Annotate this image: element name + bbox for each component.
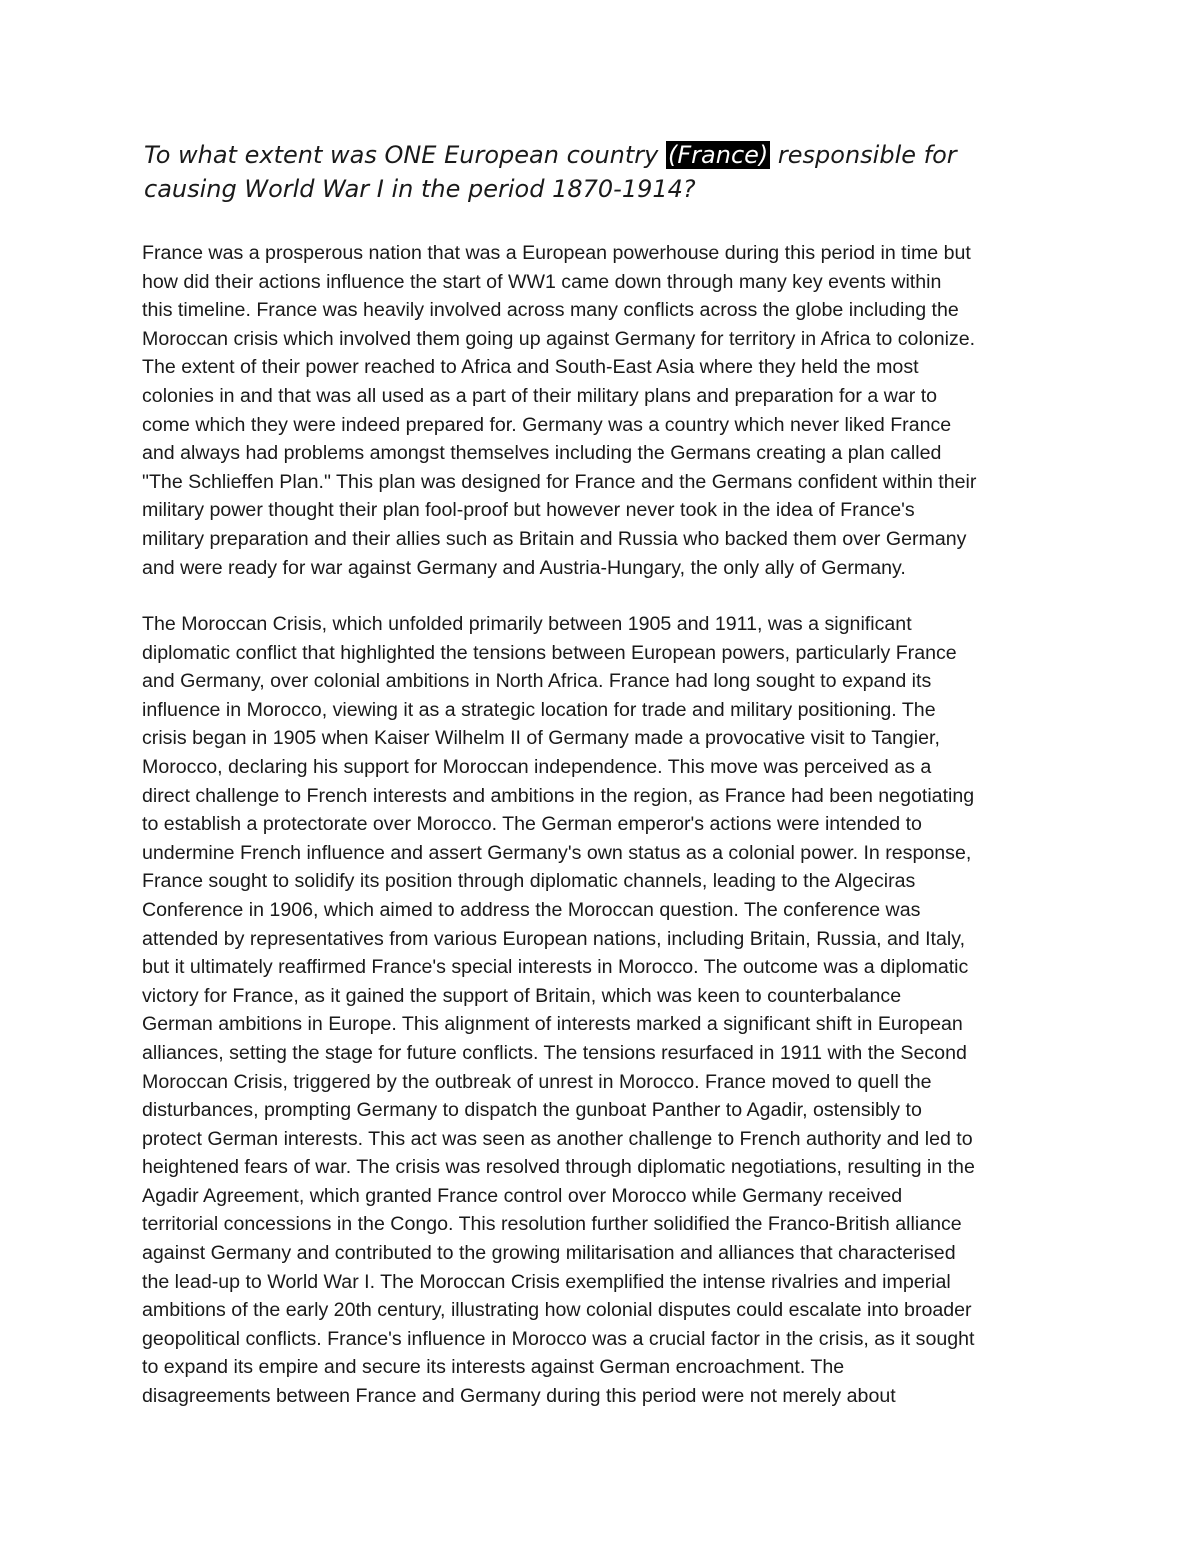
paragraph-line: and Germany, over colonial ambitions in North Africa. France had long sought to expand its — [142, 670, 932, 693]
paragraph-line: disturbances, prompting Germany to dispatch the gunboat Panther to Agadir, ostensibly to — [142, 1099, 922, 1122]
paragraph-line: crisis began in 1905 when Kaiser Wilhelm II of Germany made a provocative visit to Tangier, — [142, 727, 940, 750]
paragraph-moroccan-crisis — [142, 610, 975, 1411]
title-text-before: To what extent was ONE European country — [144, 141, 666, 169]
title-text-after: responsible for — [770, 141, 957, 169]
paragraph-line: how did their actions influence the start of WW1 came down through many key events within — [142, 270, 942, 293]
paragraph-line: against Germany and contributed to the growing militarisation and alliances that characterised — [142, 1242, 956, 1265]
paragraph-line: disagreements between France and Germany during this period were not merely about — [142, 1385, 896, 1408]
paragraph-line: "The Schlieffen Plan." This plan was designed for France and the Germans confident within their — [142, 470, 977, 493]
paragraph-line: colonies in and that was all used as a part of their military plans and preparation for a war to — [142, 384, 938, 407]
paragraph-france-overview — [142, 239, 976, 582]
paragraph-line: France was a prosperous nation that was a European powerhouse during this period in time but — [142, 242, 971, 264]
paragraph-line: Conference in 1906, which aimed to address the Moroccan question. The conference was — [142, 898, 921, 921]
essay-title — [144, 138, 1064, 206]
paragraph-line: and were ready for war against Germany and Austria-Hungary, the only ally of Germany. — [142, 556, 906, 579]
paragraph-line: this timeline. France was heavily involved across many conflicts across the globe including the — [142, 299, 959, 322]
paragraph-line: German ambitions in Europe. This alignment of interests marked a significant shift in European — [142, 1013, 963, 1036]
paragraph-line: to establish a protectorate over Morocco. The German emperor's actions were intended to — [142, 813, 922, 836]
paragraph-line: diplomatic conflict that highlighted the tensions between European powers, particularly France — [142, 641, 957, 664]
paragraph-line: France sought to solidify its position through diplomatic channels, leading to the Algeciras — [142, 870, 916, 893]
paragraph-line: geopolitical conflicts. France's influence in Morocco was a crucial factor in the crisis, as it sought — [142, 1327, 975, 1350]
paragraph-line: The extent of their power reached to Africa and South-East Asia where they held the most — [142, 356, 919, 379]
paragraph-line: military preparation and their allies such as Britain and Russia who backed them over Germany — [142, 527, 967, 550]
title-text-line2: causing World War I in the period 1870-1914? — [144, 175, 696, 203]
paragraph-line: The Moroccan Crisis, which unfolded primarily between 1905 and 1911, was a significant — [142, 613, 912, 635]
paragraph-line: influence in Morocco, viewing it as a strategic location for trade and military positioning. The — [142, 698, 936, 721]
paragraph-line: undermine French influence and assert Germany's own status as a colonial power. In response, — [142, 841, 972, 864]
paragraph-line: military power thought their plan fool-proof but however never took in the idea of France's — [142, 499, 915, 522]
paragraph-line: Moroccan Crisis, triggered by the outbreak of unrest in Morocco. France moved to quell the — [142, 1070, 932, 1093]
paragraph-line: heightened fears of war. The crisis was resolved through diplomatic negotiations, resulting in the — [142, 1156, 975, 1179]
paragraph-line: the lead-up to World War I. The Moroccan Crisis exemplified the intense rivalries and imperial — [142, 1270, 951, 1293]
paragraph-line: Moroccan crisis which involved them going up against Germany for territory in Africa to colonize. — [142, 327, 976, 350]
paragraph-line: alliances, setting the stage for future conflicts. The tensions resurfaced in 1911 with the Second — [142, 1041, 967, 1064]
paragraph-line: but it ultimately reaffirmed France's special interests in Morocco. The outcome was a diplomatic — [142, 956, 969, 979]
paragraph-line: Agadir Agreement, which granted France control over Morocco while Germany received — [142, 1184, 903, 1207]
paragraph-line: Morocco, declaring his support for Moroccan independence. This move was perceived as a — [142, 755, 932, 778]
paragraph-line: protect German interests. This act was seen as another challenge to French authority and led to — [142, 1127, 973, 1150]
paragraph-line: attended by representatives from various European nations, including Britain, Russia, and Italy, — [142, 927, 966, 950]
paragraph-line: territorial concessions in the Congo. This resolution further solidified the Franco-British alliance — [142, 1213, 962, 1236]
paragraph-line: direct challenge to French interests and ambitions in the region, as France had been negotiating — [142, 784, 975, 807]
paragraph-line: to expand its empire and secure its interests against German encroachment. The — [142, 1356, 845, 1379]
paragraph-line: and always had problems amongst themselves including the Germans creating a plan called — [142, 442, 942, 465]
paragraph-line: come which they were indeed prepared for. Germany was a country which never liked France — [142, 413, 952, 436]
paragraph-line: victory for France, as it gained the support of Britain, which was keen to counterbalance — [142, 984, 902, 1007]
title-highlight-france: (France) — [667, 141, 769, 169]
paragraph-line: ambitions of the early 20th century, illustrating how colonial disputes could escalate into broader — [142, 1299, 972, 1322]
